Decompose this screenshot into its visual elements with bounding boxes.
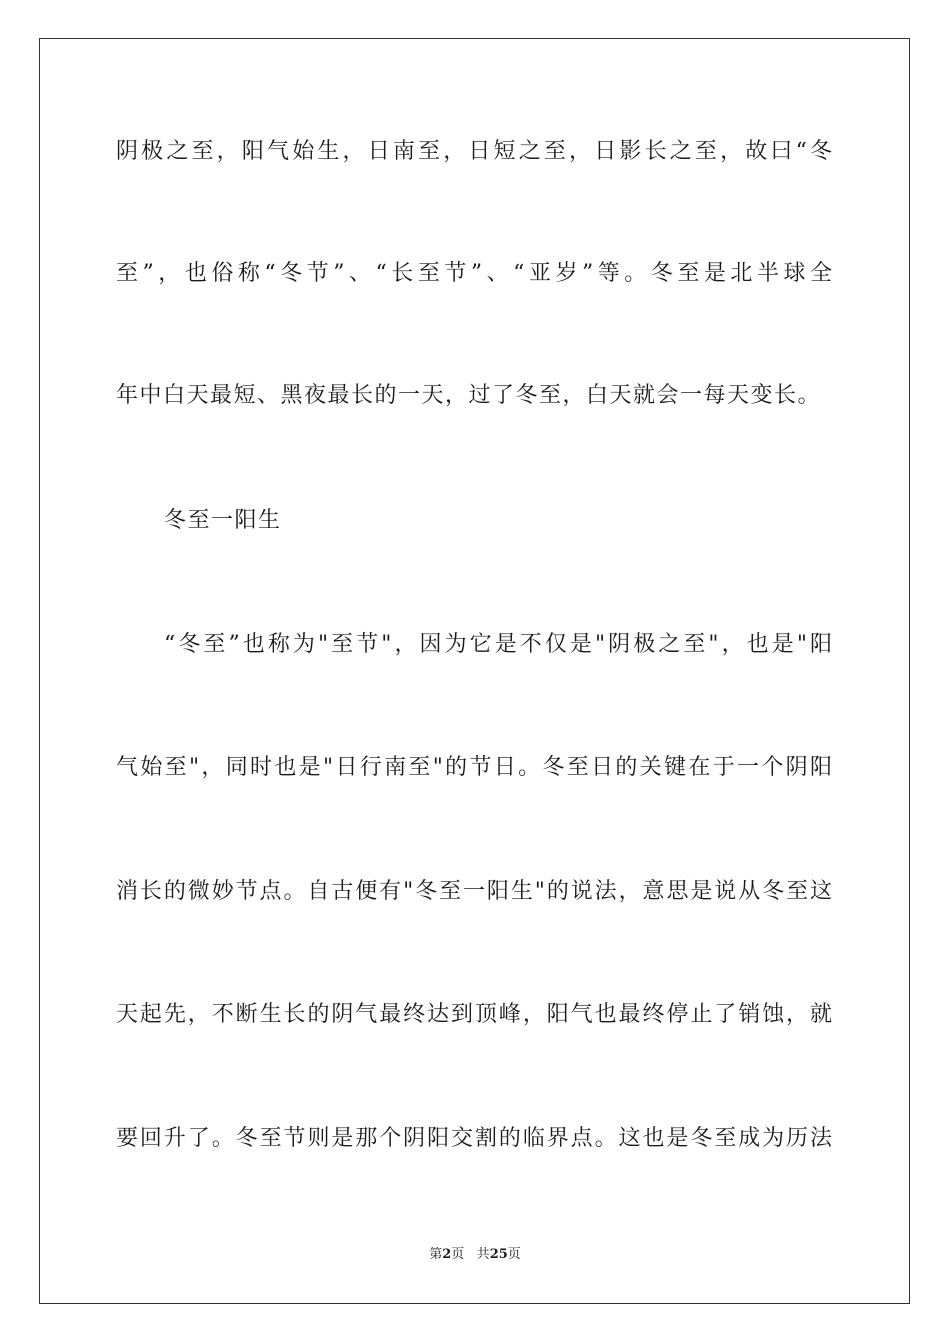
body-text-line-5: 气始至"，同时也是"日行南至"的节日。冬至日的关键在于一个阴阳 <box>116 755 832 780</box>
body-text-line-3: 年中白天最短、黑夜最长的一天，过了冬至，白天就会一每天变长。 <box>116 383 822 408</box>
body-text-line-4: “冬至”也称为"至节"，因为它是不仅是"阴极之至"，也是"阳 <box>164 632 832 657</box>
footer-total-number: 25 <box>489 1247 508 1262</box>
section-heading: 冬至一阳生 <box>164 508 282 533</box>
page-border <box>39 38 910 1304</box>
body-text-line-7: 天起先，不断生长的阴气最终达到顶峰，阳气也最终停止了销蚀，就 <box>116 1002 832 1027</box>
footer-page-suffix: 页 <box>451 1247 465 1262</box>
footer-page-number: 2 <box>442 1247 452 1262</box>
body-text-line-1: 阴极之至，阳气始生，日南至，日短之至，日影长之至，故曰“冬 <box>116 139 832 164</box>
body-text-line-8: 要回升了。冬至节则是那个阴阳交割的临界点。这也是冬至成为历法 <box>116 1126 832 1151</box>
body-text-line-2: 至”，也俗称“冬节”、“长至节”、“亚岁”等。冬至是北半球全 <box>116 261 832 286</box>
footer-total-suffix: 页 <box>507 1247 521 1262</box>
page-footer <box>0 1246 950 1264</box>
footer-page-prefix: 第 <box>429 1247 443 1262</box>
footer-total-prefix: 共 <box>476 1247 490 1262</box>
body-text-line-6: 消长的微妙节点。自古便有"冬至一阳生"的说法，意思是说从冬至这 <box>116 879 832 904</box>
